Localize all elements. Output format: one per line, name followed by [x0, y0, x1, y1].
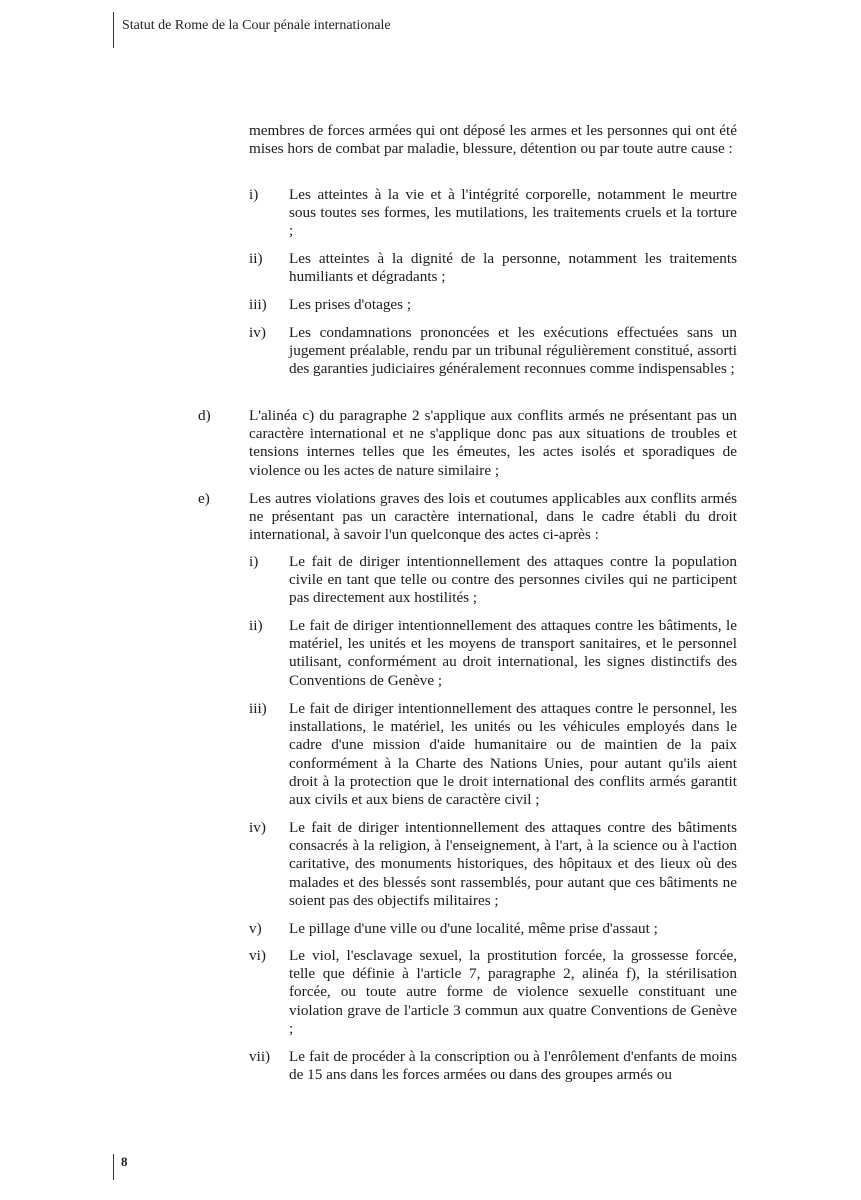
- list-e-item-6-text: Le viol, l'esclavage sexuel, la prostitution forcée, la grossesse forcée, telle que définie à l'article 7, paragraphe 2, alinéa f), la stérilisation forcée, ou toute autre forme de violence sexuelle constituant une violation grave de l'article 3 commun aux quatre Conventions de Genève ;: [289, 947, 737, 1037]
- list-e-item-4-label: iv): [249, 819, 266, 836]
- list-c-item-2-label: ii): [249, 250, 263, 267]
- paragraph-e-text: Les autres violations graves des lois et coutumes applicables aux conflits armés ne présentant pas un caractère international, dans le cadre établi du droit international, à savoir l'un quelconque des actes ci-après :: [249, 490, 737, 544]
- list-e-item-3-text: Le fait de diriger intentionnellement des attaques contre le personnel, les installations, le matériel, les unités ou les véhicules employés dans le cadre d'une mission d'aide humanitaire ou de maintien de la paix conformément à la Charte des Nations Unies, pour autant qu'ils aient droit à la protection que le droit international des conflits armés garantit aux civils et aux biens de caractère civil ;: [289, 700, 737, 809]
- paragraph-d-text: L'alinéa c) du paragraphe 2 s'applique aux conflits armés ne présentant pas un caractère international et ne s'applique donc pas aux situations de troubles et tensions internes telles que les émeutes, les actes isolés et sporadiques de violence ou les actes de nature similaire ;: [249, 407, 737, 479]
- footer-divider: [113, 1154, 114, 1180]
- list-e-item-7-text: Le fait de procéder à la conscription ou à l'enrôlement d'enfants de moins de 15 ans dans les forces armées ou dans des groupes armés ou: [289, 1048, 737, 1084]
- list-e-item-2-label: ii): [249, 617, 263, 634]
- list-c-item-4-text: Les condamnations prononcées et les exécutions effectuées sans un jugement préalable, rendu par un tribunal régulièrement constitué, assorti des garanties judiciaires généralement reconnues comme indispensables ;: [289, 324, 737, 378]
- paragraph-e-label: e): [198, 490, 210, 507]
- list-c-item-3-label: iii): [249, 296, 267, 313]
- list-e-item-1-label: i): [249, 553, 259, 570]
- list-e-item-5-label: v): [249, 920, 262, 937]
- list-c-item-3-text: Les prises d'otages ;: [289, 296, 412, 313]
- list-e-item-1-text: Le fait de diriger intentionnellement des attaques contre la population civile en tant que telle ou contre des personnes civiles qui ne participent pas directement aux hostilités ;: [289, 553, 737, 607]
- list-c-item-4-label: iv): [249, 324, 266, 341]
- list-e-item-5-text: Le pillage d'une ville ou d'une localité, même prise d'assaut ;: [289, 920, 658, 937]
- list-c-item-2-text: Les atteintes à la dignité de la personne, notamment les traitements humiliants et dégradants ;: [289, 250, 737, 286]
- list-e-item-6-label: vi): [249, 947, 266, 964]
- list-e-item-7-label: vii): [249, 1048, 271, 1065]
- intro-paragraph: membres de forces armées qui ont déposé les armes et les personnes qui ont été mises hors de combat par maladie, blessure, détention ou par toute autre cause :: [249, 122, 737, 158]
- list-e-item-2-text: Le fait de diriger intentionnellement des attaques contre les bâtiments, le matériel, les unités et les moyens de transport sanitaires, et le personnel utilisant, conformément au droit international, les signes distinctifs des Conventions de Genève ;: [289, 617, 737, 689]
- paragraph-d-label: d): [198, 407, 211, 424]
- list-e-item-4-text: Le fait de diriger intentionnellement des attaques contre des bâtiments consacrés à la religion, à l'enseignement, à l'art, à la science ou à l'action caritative, des monuments historiques, des hôpitaux et des lieux où des malades et des blessés sont rassemblés, pour autant que ces bâtiments ne soient pas des objectifs militaires ;: [289, 819, 737, 909]
- running-header-title: Statut de Rome de la Cour pénale internationale: [122, 18, 391, 33]
- list-c-item-1-label: i): [249, 186, 259, 203]
- header-divider: [113, 12, 114, 48]
- list-c-item-1-text: Les atteintes à la vie et à l'intégrité corporelle, notamment le meurtre sous toutes ses formes, les mutilations, les traitements cruels et la torture ;: [289, 186, 737, 240]
- list-e-item-3-label: iii): [249, 700, 267, 717]
- page-number: 8: [121, 1154, 128, 1169]
